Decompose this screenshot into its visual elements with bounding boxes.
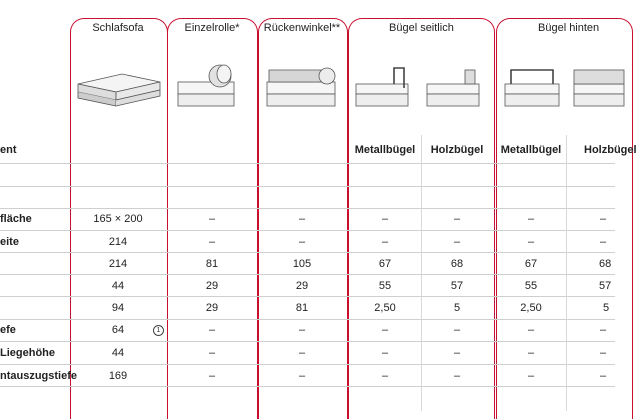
rueckenwinkel-illustration <box>265 64 341 110</box>
cell-r5-c0: 64 <box>111 324 125 336</box>
row-divider <box>0 186 615 187</box>
cell-r0-c3: – <box>381 213 389 225</box>
row-divider <box>0 163 615 164</box>
cell-r0-c0: 165 × 200 <box>93 213 143 225</box>
row-divider <box>0 386 615 387</box>
cell-r5-c5: – <box>527 324 535 336</box>
cell-r3-c0: 44 <box>111 280 125 292</box>
cell-r3-c5: 55 <box>524 280 538 292</box>
cell-r4-c2: 81 <box>295 302 309 314</box>
cell-r5-c4: – <box>453 324 461 336</box>
cell-r7-c0: 169 <box>108 370 128 382</box>
cell-r6-c4: – <box>453 347 461 359</box>
buegel-seitlich-holz-illustration <box>425 64 485 110</box>
cell-r6-c3: – <box>381 347 389 359</box>
cell-r6-c0: 44 <box>111 347 125 359</box>
cell-r3-c3: 55 <box>378 280 392 292</box>
cell-r0-c5: – <box>527 213 535 225</box>
cell-r1-c4: – <box>453 236 461 248</box>
cell-r7-c5: – <box>527 370 535 382</box>
row-label-1: fläche <box>0 213 32 225</box>
cell-r5-c1: – <box>208 324 216 336</box>
row-divider <box>0 341 615 342</box>
subheader-metallbuegel-hinten: Metallbügel <box>500 144 562 156</box>
cell-r4-c6: 5 <box>603 302 610 314</box>
header-schlafsofa: Schlafsofa <box>92 22 144 34</box>
sofa-illustration <box>76 70 162 106</box>
cell-r1-c1: – <box>208 236 216 248</box>
cell-r7-c3: – <box>381 370 389 382</box>
header-buegel-hinten: Bügel hinten <box>538 22 600 34</box>
cell-r7-c2: – <box>298 370 306 382</box>
header-buegel-seitlich: Bügel seitlich <box>389 22 454 34</box>
cell-r0-c1: – <box>208 213 216 225</box>
cell-r2-c4: 68 <box>450 258 464 270</box>
cell-r4-c3: 2,50 <box>374 302 396 314</box>
row-divider <box>0 319 615 320</box>
cell-r1-c3: – <box>381 236 389 248</box>
cell-r1-c6: – <box>600 236 607 248</box>
row-label-7: Liegehöhe <box>0 347 56 359</box>
cell-r7-c4: – <box>453 370 461 382</box>
cell-r2-c1: 81 <box>205 258 219 270</box>
cell-r5-c3: – <box>381 324 389 336</box>
cell-r2-c3: 67 <box>378 258 392 270</box>
cell-r4-c5: 2,50 <box>520 302 542 314</box>
cell-r4-c4: 5 <box>453 302 461 314</box>
cell-r0-c2: – <box>298 213 306 225</box>
buegel-hinten-holz-illustration <box>572 64 615 110</box>
cell-r6-c6: – <box>600 347 607 359</box>
header-rueckenwinkel: Rückenwinkel** <box>263 22 341 34</box>
row-divider <box>0 296 615 297</box>
row-label-0: ent <box>0 144 17 156</box>
cell-r1-c5: – <box>527 236 535 248</box>
subheader-holzbuegel-hinten: Holzbügel <box>584 144 637 156</box>
header-einzelrolle: Einzelrolle* <box>184 22 240 34</box>
cell-r2-c5: 67 <box>524 258 538 270</box>
cell-r4-c0: 94 <box>111 302 125 314</box>
row-divider <box>0 230 615 231</box>
cell-r1-c2: – <box>298 236 306 248</box>
row-label-8: ntauszugstiefe <box>0 370 78 382</box>
cell-r1-c0: 214 <box>108 236 128 248</box>
cell-r0-c4: – <box>453 213 461 225</box>
cell-r3-c2: 29 <box>295 280 309 292</box>
column-divider <box>566 135 567 411</box>
einzelrolle-illustration <box>176 58 246 110</box>
row-divider <box>0 252 615 253</box>
buegel-hinten-metall-illustration <box>503 64 565 110</box>
row-divider <box>0 274 615 275</box>
cell-r7-c1: – <box>208 370 216 382</box>
cell-r4-c1: 29 <box>205 302 219 314</box>
cell-r6-c1: – <box>208 347 216 359</box>
subheader-holzbuegel-seitlich: Holzbügel <box>430 144 484 156</box>
cell-r3-c4: 57 <box>450 280 464 292</box>
row-label-2: eite <box>0 236 19 248</box>
subheader-metallbuegel-seitlich: Metallbügel <box>354 144 416 156</box>
row-label-6: efe <box>0 324 16 336</box>
cell-r2-c6: 68 <box>599 258 612 270</box>
cell-r7-c6: – <box>600 370 607 382</box>
row-divider <box>0 208 615 209</box>
cell-r2-c2: 105 <box>292 258 312 270</box>
cell-r5-c2: – <box>298 324 306 336</box>
cell-r0-c6: – <box>600 213 607 225</box>
cell-r6-c5: – <box>527 347 535 359</box>
cell-r6-c2: – <box>298 347 306 359</box>
footnote-marker: 1 <box>153 325 164 336</box>
cell-r2-c0: 214 <box>108 258 128 270</box>
buegel-seitlich-metall-illustration <box>354 64 414 110</box>
cell-r3-c1: 29 <box>205 280 219 292</box>
cell-r5-c6: – <box>600 324 607 336</box>
cell-r3-c6: 57 <box>599 280 612 292</box>
row-divider <box>0 364 615 365</box>
